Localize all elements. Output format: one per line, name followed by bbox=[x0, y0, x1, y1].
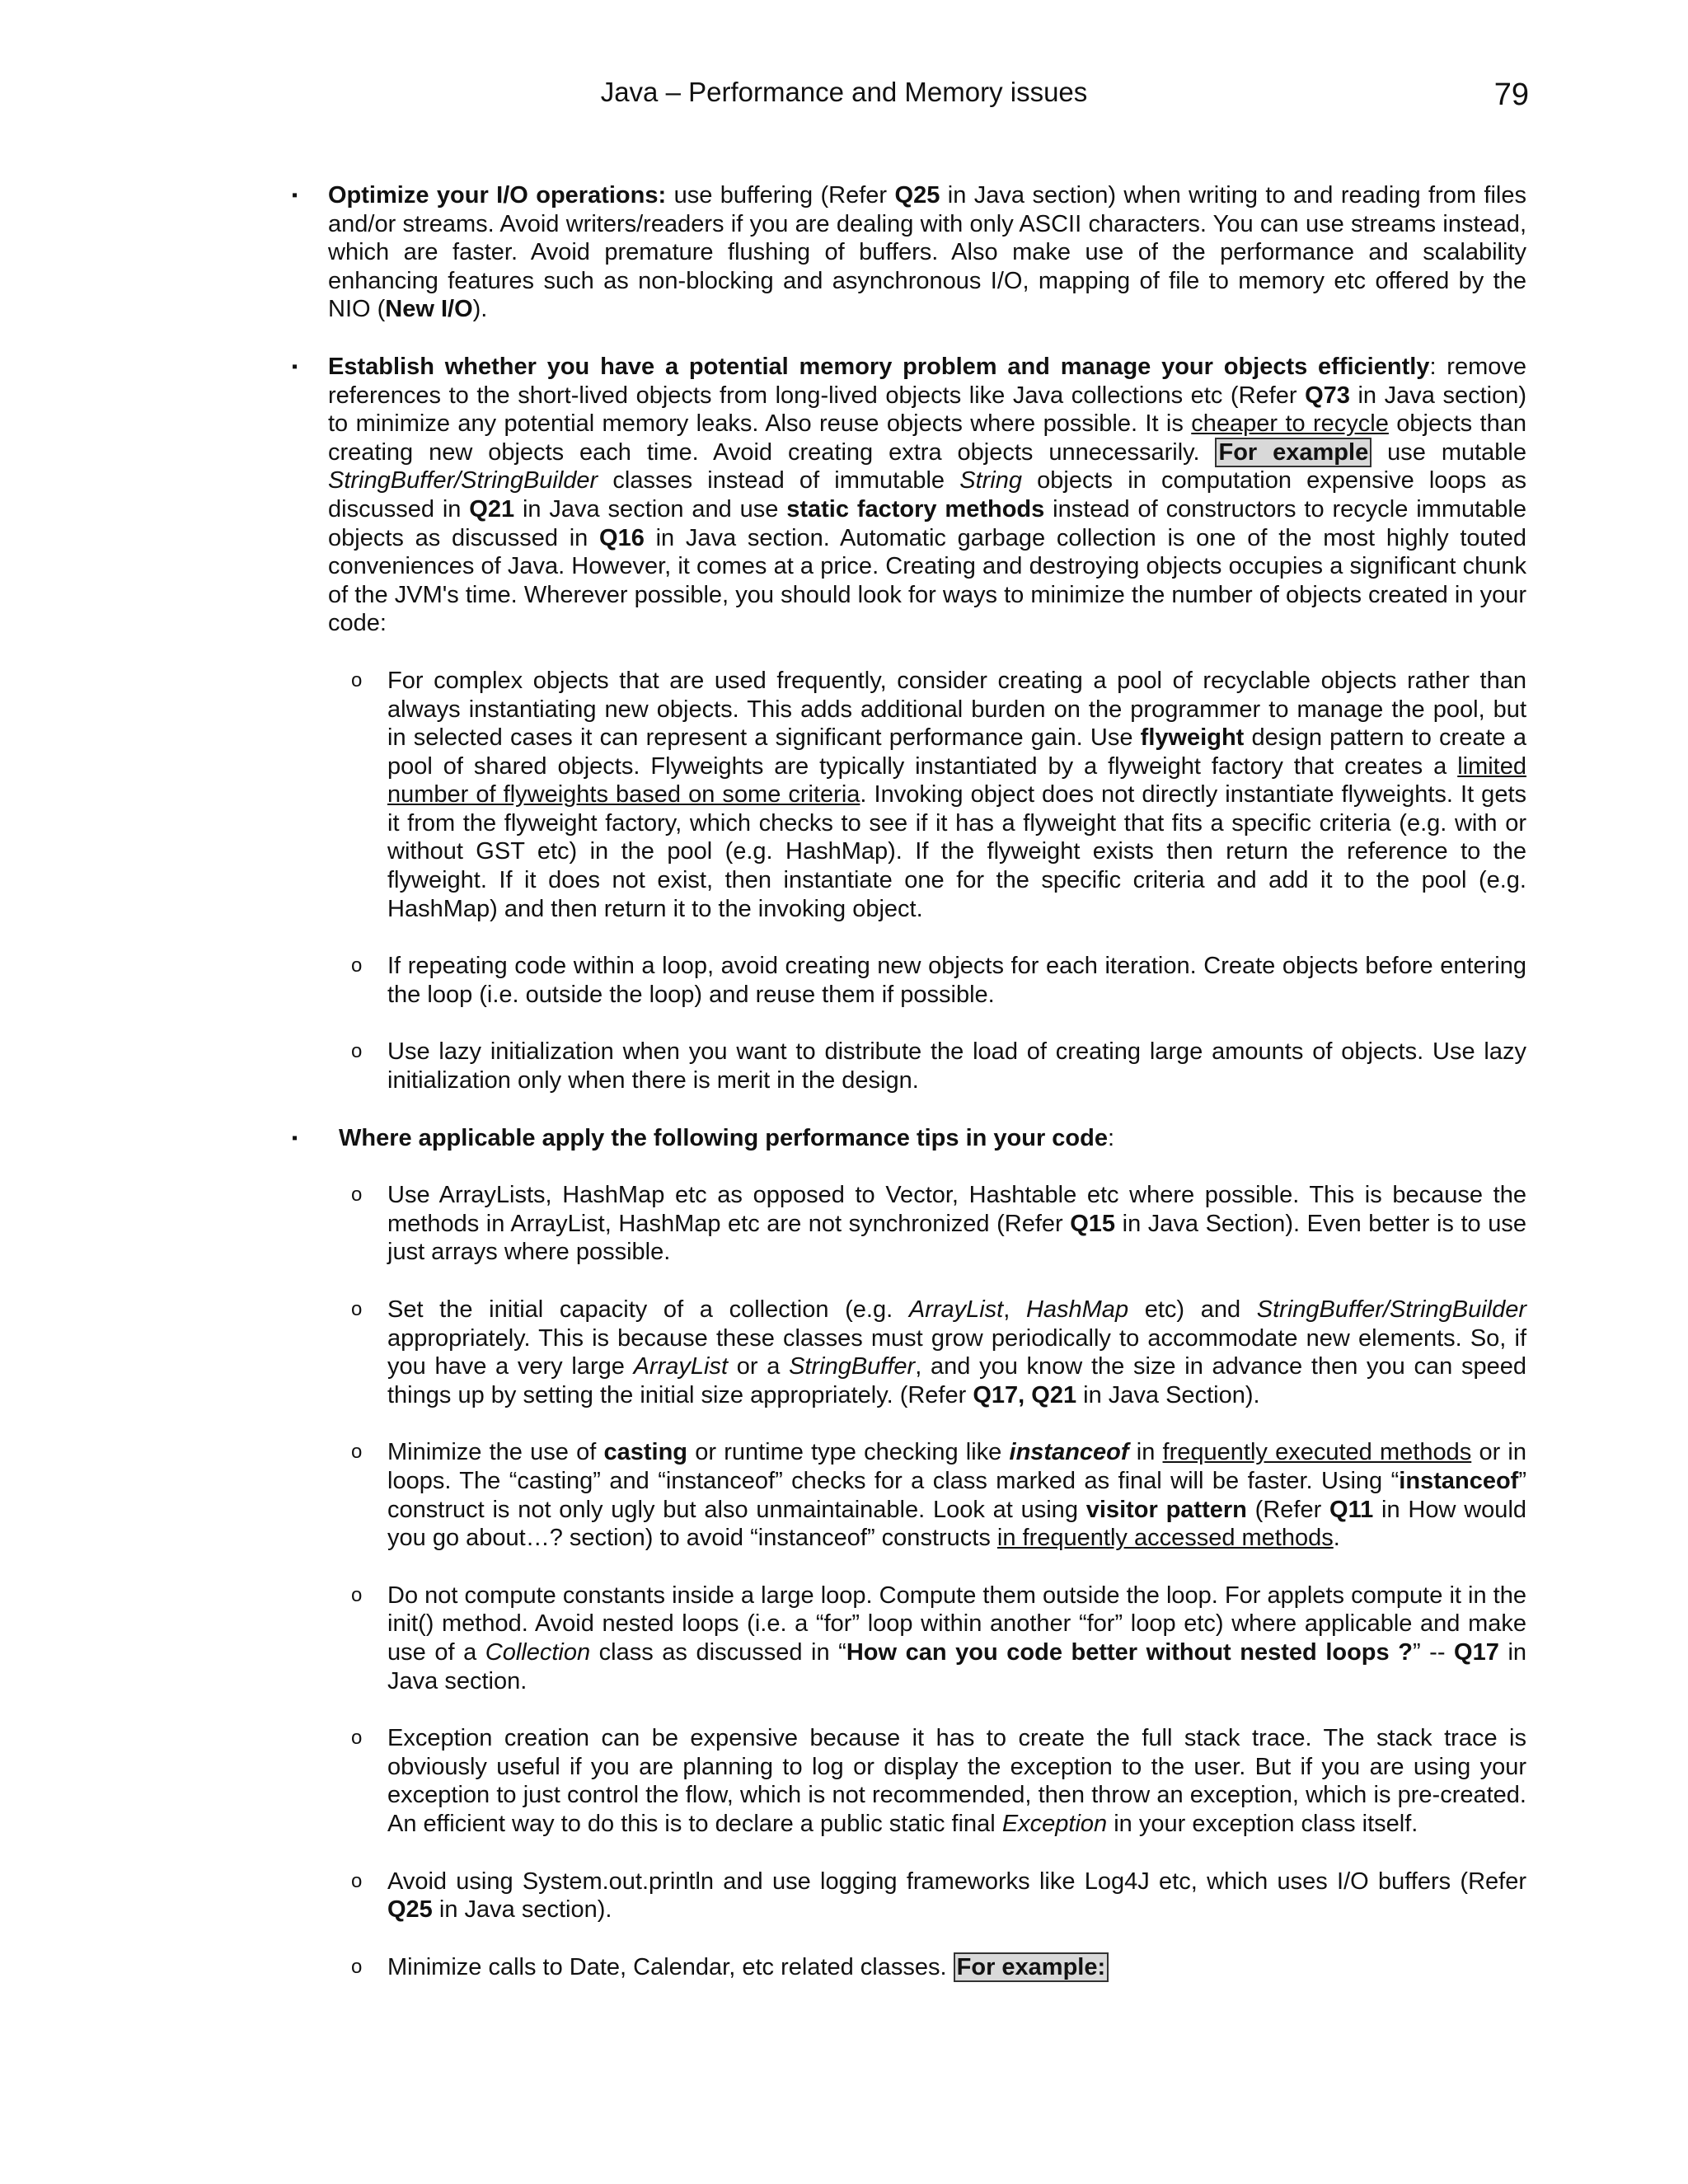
for-example-link[interactable]: For example bbox=[1215, 438, 1372, 467]
running-header: Java – Performance and Memory issues bbox=[600, 77, 1088, 107]
circle-bullet-icon: o bbox=[351, 1441, 363, 1464]
sub-list-tips bbox=[351, 1181, 1527, 1981]
sub-item-lazy-init: o Use lazy initialization when you want to distribute the load of creating large amounts of objects. Use lazy initialization only when there is merit in the design. bbox=[351, 1038, 1526, 1094]
circle-bullet-icon: o bbox=[351, 954, 363, 977]
circle-bullet-icon: o bbox=[351, 1869, 363, 1892]
circle-bullet-icon: o bbox=[351, 1183, 363, 1207]
bullet-lead: Optimize your I/O operations: bbox=[328, 182, 667, 209]
circle-bullet-icon: o bbox=[351, 1298, 363, 1320]
tip-collections: o Use ArrayLists, HashMap etc as opposed to Vector, Hashtable etc where possible. This is because the methods in ArrayList, HashMap etc are not synchronized (Refer Q15 in Java Section). Even better is to use just arrays where possible. bbox=[351, 1182, 1526, 1266]
circle-bullet-icon: o bbox=[351, 1955, 363, 1978]
bullet-optimize-io: ▪ Optimize your I/O operations: use buffering (Refer Q25 in Java section) when writing to and reading from files and/or streams. Avoid writers/readers if you are dealing with only ASCII characters. You can use streams instead, which are faster. Avoid premature flushing of buffers. Also make use of the performance and scalability enhancing features such as non-blocking and asynchronous I/O, mapping of file to memory etc offered by the NIO (New I/O). bbox=[292, 182, 1526, 323]
circle-bullet-icon: o bbox=[351, 1727, 363, 1750]
tip-logging: o Avoid using System.out.println and use logging frameworks like Log4J etc, which uses I/O buffers (Refer Q25 in Java section). bbox=[351, 1868, 1526, 1924]
bullet-lead: Where applicable apply the following performance tips in your code bbox=[339, 1124, 1108, 1151]
circle-bullet-icon: o bbox=[351, 1040, 363, 1063]
for-example-link[interactable]: For example: bbox=[954, 1952, 1109, 1982]
tip-constants-loops: o Do not compute constants inside a large loop. Compute them outside the loop. For applets compute it in the init() method. Avoid nested loops (i.e. a “for” loop within another “for” loop etc) where applicable and make use of a Collection class as discussed in “How can you code better without nested loops ?” -- Q17 in Java section. bbox=[351, 1582, 1527, 1694]
tip-initial-capacity: o Set the initial capacity of a collection (e.g. ArrayList, HashMap etc) and StringBuffer/StringBuilder appropriately. This is because these classes must grow periodically to accommodate new elements. So, if you have a very large ArrayList or a StringBuffer, and you know the size in advance then you can speed things up by setting the initial size appropriately. (Refer Q17, Q21 in Java Section). bbox=[351, 1296, 1526, 1408]
sub-item-loop-objects: o If repeating code within a loop, avoid creating new objects for each iteration. Create objects before entering the loop (i.e. outside the loop) and reuse them if possible. bbox=[351, 953, 1526, 1008]
circle-bullet-icon: o bbox=[351, 668, 363, 691]
square-bullet-icon: ▪ bbox=[292, 1128, 298, 1147]
sub-list-memory bbox=[351, 667, 1526, 1095]
circle-bullet-icon: o bbox=[351, 1583, 363, 1606]
page-content bbox=[292, 181, 1527, 2010]
tip-exceptions: o Exception creation can be expensive because it has to create the full stack trace. The stack trace is obviously useful if you are planning to log or display the exception to the user. But if you are using your exception to just control the flow, which is not recommended, then throw an exception, which is pre-created. An efficient way to do this is to declare a public static final Exception in your exception class itself. bbox=[351, 1725, 1526, 1837]
tip-casting: o Minimize the use of casting or runtime type checking like instanceof in frequently executed methods or in loops. The “casting” and “instanceof” checks for a class marked as final will be faster. Using “instanceof” construct is not only ugly but also unmaintainable. Look at using visitor pattern (Refer Q11 in How would you go about…? section) to avoid “instanceof” constructs in frequently accessed methods. bbox=[351, 1439, 1527, 1552]
tip-date-calendar: o Minimize calls to Date, Calendar, etc related classes. For example: bbox=[387, 1953, 1526, 1982]
bullet-lead: Establish whether you have a potential memory problem and manage your objects efficiently bbox=[328, 353, 1430, 380]
bullet-performance-tips: ▪ Where applicable apply the following performance tips in your code: o Use ArrayLists, HashMap etc as opposed to Vector, Hashtable etc where possible. This is because the methods in ArrayList, HashMap etc are not synchronized (Refer Q15 in Java Section). Even better is to use just arrays where possible. o Set the initial capacity of a collection (e.g. ArrayList, HashMap etc) and StringBuffer/StringBuilder appropriately. This is because these classes must grow periodically to accommodate new elements. So, if you have a very large ArrayList or a StringBuffer, and you know the size in advance then you can speed things up by setting the initial size appropriately. (Refer Q17, Q21 in Java Section). o Minimize the use of casting or runtime type checking like instanceof in frequently executed methods or in loops. The “casting” and “instanceof” checks for a class marked as final will be faster. Using “instanceof” construct is not only ugly but also unmaintainable. Look at using visitor pattern (Refer Q11 in How would you go about…? section) to avoid “instanceof” constructs in frequently accessed methods. o Do not compute constants inside a large loop. Compute them outside the loop. For applets compute it in the init() method. Avoid nested loops (i.e. a “for” loop within another “for” loop etc) where applicable and make use of a Collection class as discussed in “How can you code better without nested loops ?” -- Q17 in Java section. o Exception creation can be expensive because it has to create the full stack trace. The stack trace is obviously useful if you are planning to log or display the exception to the user. But if you are using your exception to just control the flow, which is not recommended, then throw an exception, which is pre-created. An efficient way to do this is to declare a public static final Exception in your exception class itself. o Avoid using System.out.println and use logging frameworks like Log4J etc, which uses I/O buffers (Refer Q25 in Java section). o Minimize calls to Date, Calendar, etc related classes. For example: bbox=[292, 1124, 1527, 1980]
sub-item-object-pool: o For complex objects that are used frequently, consider creating a pool of recyclable objects rather than always instantiating new objects. This adds additional burden on the programmer to manage the pool, but in selected cases it can represent a significant performance gain. Use flyweight design pattern to create a pool of shared objects. Flyweights are typically instantiated by a flyweight factory that creates a limited number of flyweights based on some criteria. Invoking object does not directly instantiate flyweights. It gets it from the flyweight factory, which checks to see if it has a flyweight that fits a specific criteria (e.g. with or without GST etc) in the pool (e.g. HashMap). If the flyweight exists then return the reference to the flyweight. If it does not exist, then instantiate one for the specific criteria and add it to the pool (e.g. HashMap) and then return it to the invoking object. bbox=[351, 667, 1526, 922]
page-number: 79 bbox=[1493, 77, 1529, 112]
square-bullet-icon: ▪ bbox=[292, 357, 298, 376]
bullet-memory-management: ▪ Establish whether you have a potential memory problem and manage your objects efficiently: remove references to the short-lived objects from long-lived objects like Java collections etc (Refer Q73 in Java section) to minimize any potential memory leaks. Also reuse objects where possible. It is cheaper to recycle objects than creating new objects each time. Avoid creating extra objects unnecessarily. For example use mutable StringBuffer/StringBuilder classes instead of immutable String objects in computation expensive loops as discussed in Q21 in Java section and use static factory methods instead of constructors to recycle immutable objects as discussed in Q16 in Java section. Automatic garbage collection is one of the most highly touted conveniences of Java. However, it comes at a price. Creating and destroying objects occupies a significant chunk of the JVM's time. Wherever possible, you should look for ways to minimize the number of objects created in your code: o For complex objects that are used frequently, consider creating a pool of recyclable objects rather than always instantiating new objects. This adds additional burden on the programmer to manage the pool, but in selected cases it can represent a significant performance gain. Use flyweight design pattern to create a pool of shared objects. Flyweights are typically instantiated by a flyweight factory that creates a limited number of flyweights based on some criteria. Invoking object does not directly instantiate flyweights. It gets it from the flyweight factory, which checks to see if it has a flyweight that fits a specific criteria (e.g. with or without GST etc) in the pool (e.g. HashMap). If the flyweight exists then return the reference to the flyweight. If it does not exist, then instantiate one for the specific criteria and add it to the pool (e.g. HashMap) and then return it to the invoking object. o If repeating code within a loop, avoid creating new objects for each iteration. Create objects before entering the loop (i.e. outside the loop) and reuse them if possible. o Use lazy initialization when you want to distribute the load of creating large amounts of objects. Use lazy initialization only when there is merit in the design. bbox=[292, 353, 1526, 1094]
square-bullet-icon: ▪ bbox=[292, 186, 298, 204]
